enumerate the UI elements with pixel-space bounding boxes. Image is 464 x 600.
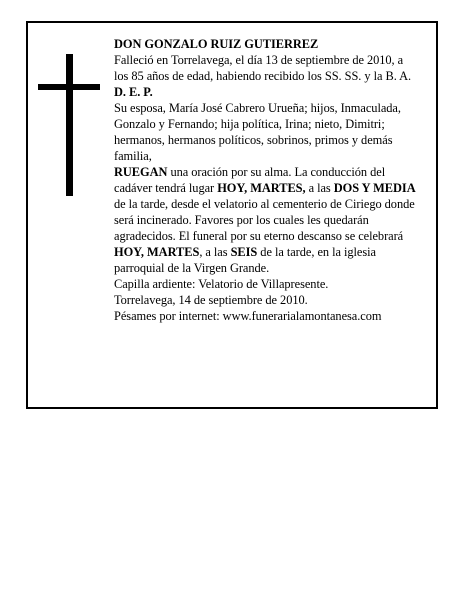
request-text-1: una oración por su alma. La conducción del cadáver tendrá lugar: [114, 165, 386, 195]
funeral-time: SEIS: [230, 245, 258, 259]
family-list: Su esposa, María José Cabrero Urueña; hijos, Inmaculada, Gonzalo y Fernando; hija política, Irina; nieto, Dimitri; hermanos, hermanos políticos, sobrinos, primos y demás familia,: [114, 101, 401, 163]
cross-icon: [66, 54, 73, 196]
death-notice: Falleció en Torrelavega, el día 13 de septiembre de 2010, a los 85 años de edad, habiendo recibido los SS. SS. y la B. A.: [114, 53, 412, 83]
funeral-day: HOY, MARTES: [114, 245, 200, 259]
conduction-day: HOY, MARTES,: [217, 181, 306, 195]
request-paragraph: [114, 164, 420, 276]
request-text-2: a las: [305, 181, 334, 195]
request-text-5: de la tarde, en la iglesia parroquial de la Virgen Grande.: [114, 245, 376, 275]
request-text-3: de la tarde, desde el velatorio al cementerio de Ciriego donde será incinerado. Favores por los cuales les quedarán agradecidos. El funeral por su eterno descanso se celebrará: [114, 197, 415, 243]
place-date: Torrelavega, 14 de septiembre de 2010.: [114, 293, 308, 307]
deceased-name: DON GONZALO RUIZ GUTIERREZ: [114, 37, 319, 51]
chapel-info: Capilla ardiente: Velatorio de Villapresente.: [114, 277, 329, 291]
condolences-info: Pésames por internet: www.funerarialamontanesa.com: [114, 309, 382, 323]
request-text-4: , a las: [199, 245, 231, 259]
rip-label: D. E. P.: [114, 85, 153, 99]
conduction-time: DOS Y MEDIA: [333, 181, 416, 195]
ruegan-word: RUEGAN: [114, 165, 168, 179]
cross-icon-arm: [38, 84, 100, 90]
notice-text: [114, 36, 420, 324]
